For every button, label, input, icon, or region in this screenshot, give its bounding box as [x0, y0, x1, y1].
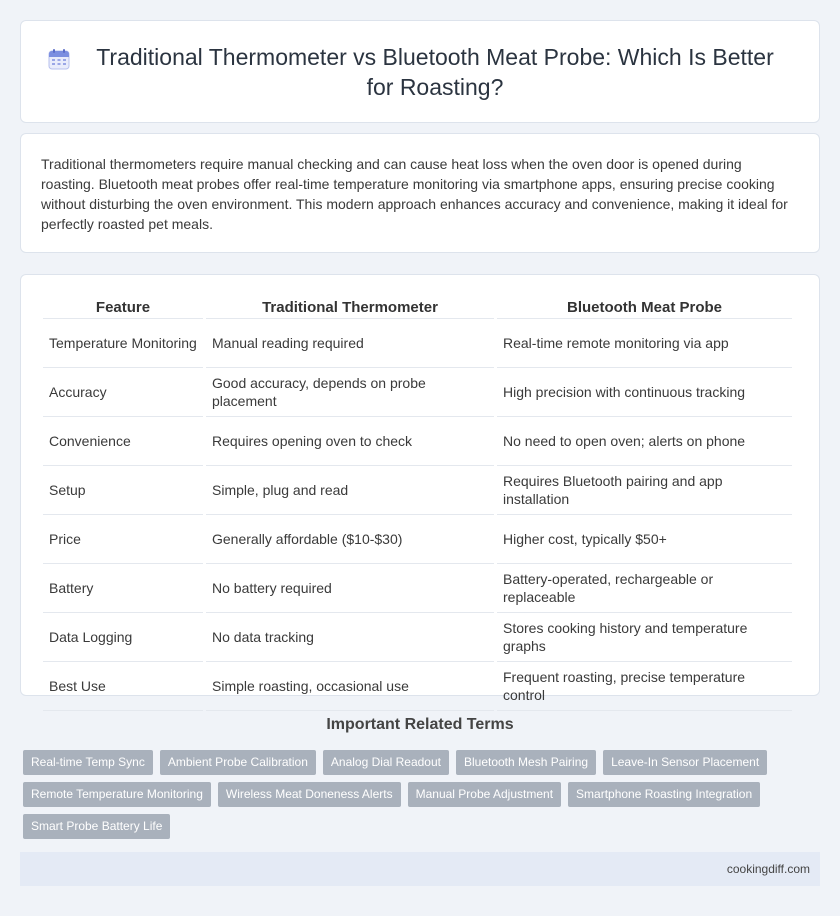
footer [20, 852, 820, 886]
intro-card [20, 133, 820, 253]
feature-cell: Setup [43, 466, 203, 515]
table-row [43, 613, 792, 662]
feature-cell: Accuracy [43, 368, 203, 417]
bluetooth-cell: Real-time remote monitoring via app [497, 319, 792, 368]
comparison-table-card [20, 274, 820, 703]
feature-cell: Battery [43, 564, 203, 613]
table-row [43, 662, 792, 711]
term-tag[interactable]: Smart Probe Battery Life [23, 814, 170, 839]
footer-site-link[interactable]: cookingdiff.com [726, 862, 810, 876]
term-tag[interactable]: Real-time Temp Sync [23, 750, 153, 775]
bluetooth-cell: Stores cooking history and temperature graphs [497, 613, 792, 662]
header-card [20, 20, 820, 123]
traditional-cell: Manual reading required [206, 319, 494, 368]
bluetooth-cell: Frequent roasting, precise temperature control [497, 662, 792, 711]
table-header-row [43, 293, 792, 319]
term-tag[interactable]: Analog Dial Readout [323, 750, 449, 775]
term-tag[interactable]: Wireless Meat Doneness Alerts [218, 782, 401, 807]
page-title: Traditional Thermometer vs Bluetooth Meat Probe: Which Is Better for Roasting? [96, 43, 774, 100]
bluetooth-cell: No need to open oven; alerts on phone [497, 417, 792, 466]
traditional-cell: Generally affordable ($10-$30) [206, 515, 494, 564]
term-tag[interactable]: Remote Temperature Monitoring [23, 782, 211, 807]
feature-cell: Convenience [43, 417, 203, 466]
table-row [43, 466, 792, 515]
table-row [43, 515, 792, 564]
traditional-cell: Requires opening oven to check [206, 417, 494, 466]
term-tag[interactable]: Smartphone Roasting Integration [568, 782, 760, 807]
comparison-table [40, 293, 795, 711]
term-tag[interactable]: Manual Probe Adjustment [408, 782, 561, 807]
bluetooth-cell: Battery-operated, rechargeable or replaceable [497, 564, 792, 613]
bluetooth-cell: High precision with continuous tracking [497, 368, 792, 417]
related-terms-title: Important Related Terms [326, 716, 514, 733]
term-tag[interactable]: Ambient Probe Calibration [160, 750, 316, 775]
column-header-bluetooth: Bluetooth Meat Probe [497, 293, 792, 319]
column-header-feature: Feature [43, 293, 203, 319]
term-tag[interactable]: Bluetooth Mesh Pairing [456, 750, 596, 775]
related-terms-list [23, 750, 803, 846]
column-header-traditional: Traditional Thermometer [206, 293, 494, 319]
traditional-cell: Simple roasting, occasional use [206, 662, 494, 711]
bluetooth-cell: Higher cost, typically $50+ [497, 515, 792, 564]
table-row [43, 368, 792, 417]
intro-text: Traditional thermometers require manual checking and can cause heat loss when the oven door is opened during roasting. Bluetooth meat probes offer real-time temperature monitoring via smartphone apps, ensuring precise cooking without disturbing the oven environment. This modern approach enhances accuracy and convenience, making it ideal for perfectly roasted pet meals. [41, 156, 788, 232]
feature-cell: Price [43, 515, 203, 564]
traditional-cell: Simple, plug and read [206, 466, 494, 515]
table-row [43, 319, 792, 368]
feature-cell: Best Use [43, 662, 203, 711]
table-row [43, 417, 792, 466]
table-row [43, 564, 792, 613]
traditional-cell: No battery required [206, 564, 494, 613]
feature-cell: Temperature Monitoring [43, 319, 203, 368]
term-tag[interactable]: Leave-In Sensor Placement [603, 750, 767, 775]
feature-cell: Data Logging [43, 613, 203, 662]
traditional-cell: Good accuracy, depends on probe placement [206, 368, 494, 417]
traditional-cell: No data tracking [206, 613, 494, 662]
bluetooth-cell: Requires Bluetooth pairing and app installation [497, 466, 792, 515]
